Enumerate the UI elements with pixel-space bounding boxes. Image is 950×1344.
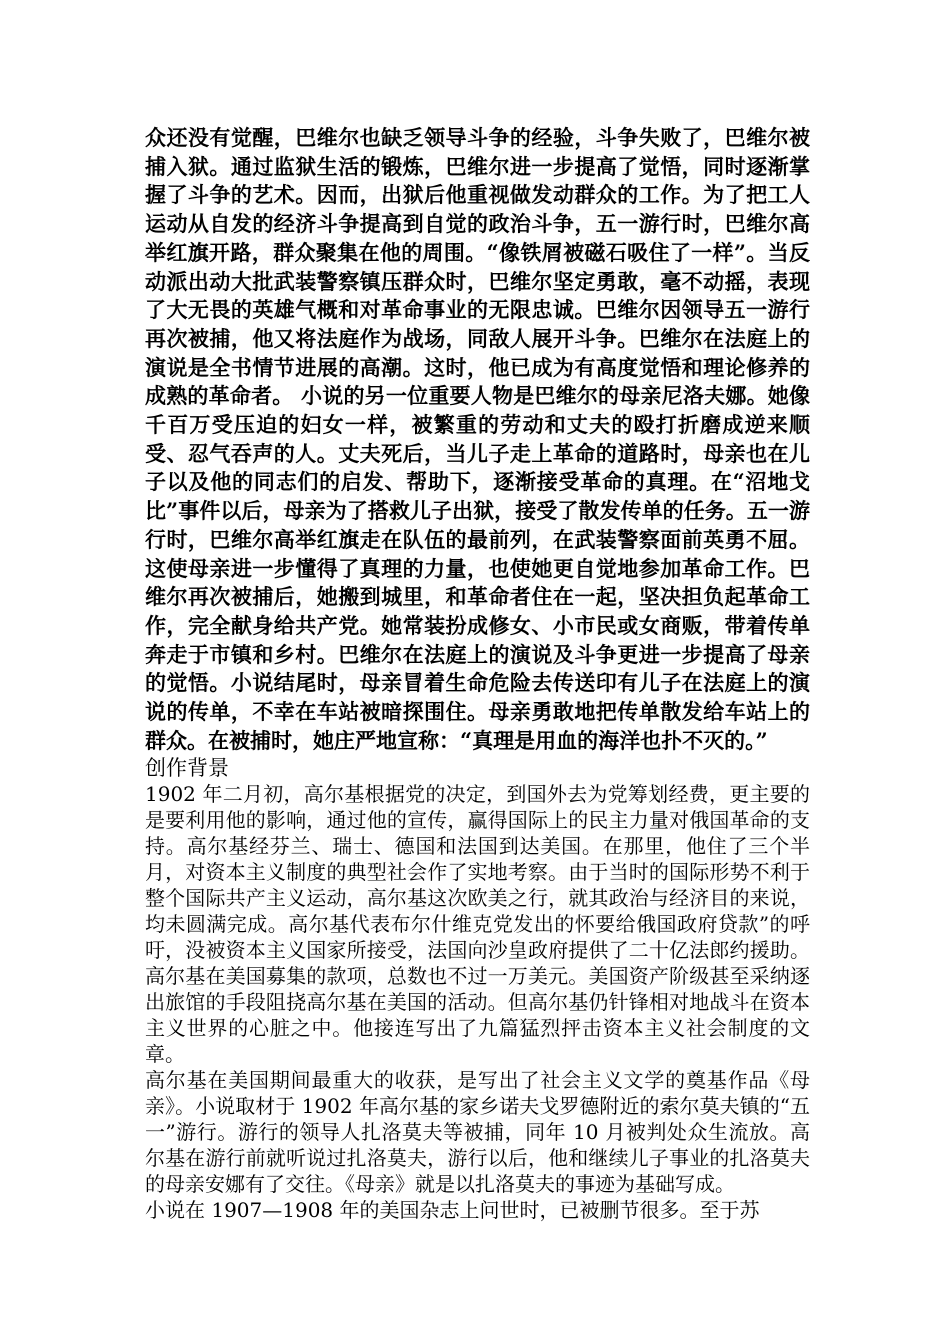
body-paragraph: 高尔基在美国期间最重大的收获，是写出了社会主义文学的奠基作品《母亲》。小说取材于 1902 年高尔基的家乡诺夫戈罗德附近的索尔莫夫镇的“五一”游行。游行的领导人扎洛莫夫等被捕，同年 10 月被判处众生流放。高尔基在游行前就听说过扎洛莫夫，游行以后，他和继续儿子事业的扎洛莫夫的母亲安娜有了交往。《母亲》就是以扎洛莫夫的事迹为基础写成。 [145,1068,810,1197]
section-heading: 创作背景 [145,756,229,781]
plot-summary-section [145,124,810,755]
document-page [145,124,810,1223]
background-section [145,781,810,1223]
plot-summary-paragraph: 众还没有觉醒，巴维尔也缺乏领导斗争的经验，斗争失败了，巴维尔被捕入狱。通过监狱生活的锻炼，巴维尔进一步提高了觉悟，同时逐渐掌握了斗争的艺术。因而，出狱后他重视做发动群众的工作。为了把工人运动从自发的经济斗争提高到自觉的政治斗争，五一游行时，巴维尔高举红旗开路，群众聚集在他的周围。“像铁屑被磁石吸住了一样”。当反动派出动大批武装警察镇压群众时，巴维尔坚定勇敢，毫不动摇，表现了大无畏的英雄气概和对革命事业的无限忠诚。巴维尔因领导五一游行再次被捕，他又将法庭作为战场，同敌人展开斗争。巴维尔在法庭上的演说是全书情节进展的高潮。这时，他已成为有高度觉悟和理论修养的成熟的革命者。 小说的另一位重要人物是巴维尔的母亲尼洛夫娜。她像千百万受压迫的妇女一样，被繁重的劳动和丈夫的殴打折磨成逆来顺受、忍气吞声的人。丈夫死后，当儿子走上革命的道路时，母亲也在儿子以及他的同志们的启发、帮助下，逐渐接受革命的真理。在“沼地戈比”事件以后，母亲为了搭救儿子出狱，接受了散发传单的任务。五一游行时，巴维尔高举红旗走在队伍的最前列，在武装警察面前英勇不屈。这使母亲进一步懂得了真理的力量，也使她更自觉地参加革命工作。巴维尔再次被捕后，她搬到城里，和革命者住在一起，坚决担负起革命工作，完全献身给共产党。她常装扮成修女、小市民或女商贩，带着传单奔走于市镇和乡村。巴维尔在法庭上的演说及斗争更进一步提高了母亲的觉悟。小说结尾时，母亲冒着生命危险去传送印有儿子在法庭上的演说的传单，不幸在车站被暗探围住。母亲勇敢地把传单散发给车站上的群众。在被捕时，她庄严地宣称：“真理是用血的海洋也扑不灭的。” [145,125,810,753]
body-paragraph: 1902 年二月初，高尔基根据党的决定，到国外去为党筹划经费，更主要的是要利用他的影响，通过他的宣传，赢得国际上的民主力量对俄国革命的支持。高尔基经芬兰、瑞士、德国和法国到达美国。在那里，他住了三个半月，对资本主义制度的典型社会作了实地考察。由于当时的国际形势不利于整个国际共产主义运动，高尔基这次欧美之行，就其政治与经济目的来说，均未圆满完成。高尔基代表布尔什维克党发出的怀要给俄国政府贷款”的呼吁，没被资本主义国家所接受，法国向沙皇政府提供了二十亿法郎约援助。高尔基在美国募集的款项，总数也不过一万美元。美国资产阶级甚至采纳逐出旅馆的手段阻挠高尔基在美国的活动。但高尔基仍针锋相对地战斗在资本主义世界的心脏之中。他接连写出了九篇猛烈抨击资本主义社会制度的文章。 [145,782,810,1067]
body-paragraph: 小说在 1907—1908 年的美国杂志上问世时，已被删节很多。至于苏 [145,1198,760,1223]
